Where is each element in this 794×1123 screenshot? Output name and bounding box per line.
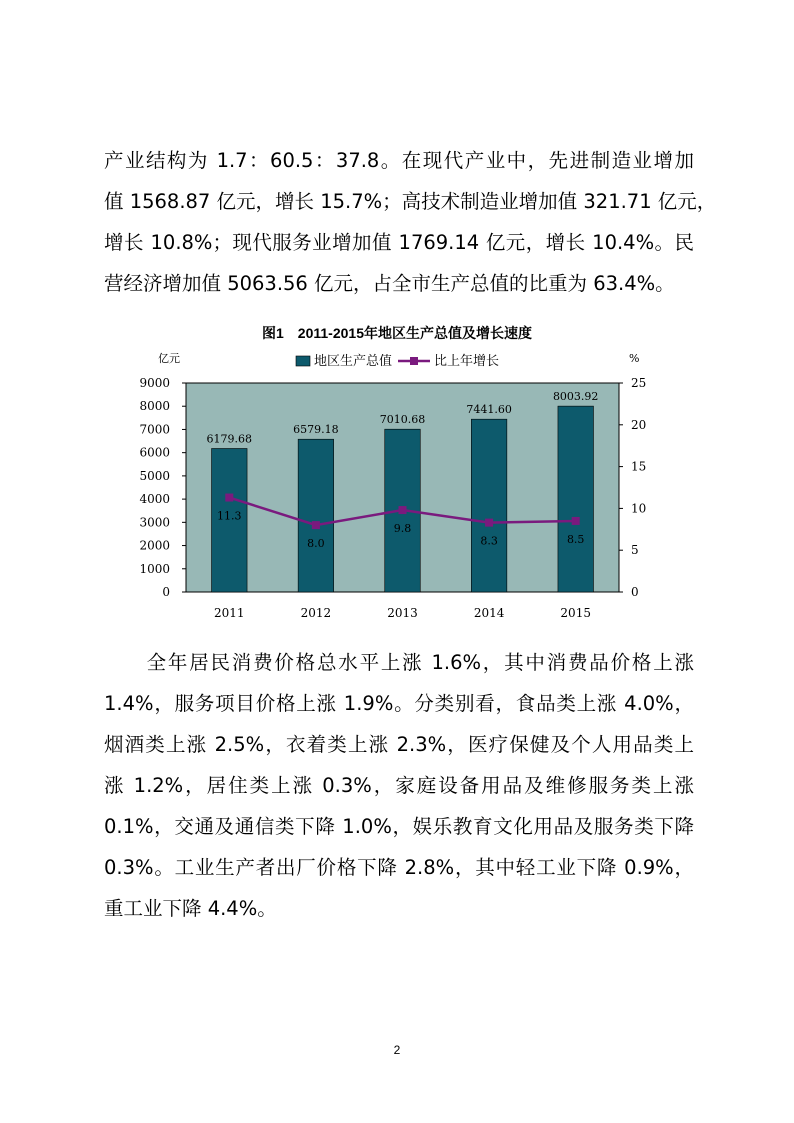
paragraph-line: 增长 10.8%；现代服务业增加值 1769.14 亿元，增长 10.4%。民 (104, 231, 694, 254)
growth-label: 8.0 (307, 537, 325, 551)
paragraph-line: 值 1568.87 亿元，增长 15.7%；高技术制造业增加值 321.71 亿元， (104, 190, 717, 213)
paragraph-line: 0.3%。工业生产者出厂价格下降 2.8%，其中轻工业下降 0.9%， (104, 856, 694, 879)
paragraph-industry-structure (104, 140, 717, 304)
growth-label: 9.8 (393, 522, 412, 536)
figure-title: 图1 2011-2015年地区生产总值及增长速度 (262, 325, 532, 341)
paragraph-line: 全年居民消费价格总水平上涨 1.6%，其中消费品价格上涨 (104, 651, 694, 674)
x-tick-label: 2014 (473, 606, 505, 620)
y-left-tick-label: 9000 (139, 376, 170, 390)
gdp-bar-label: 6579.18 (293, 423, 339, 437)
y-right-tick-label: 25 (631, 376, 647, 390)
y-left-tick-label: 4000 (139, 492, 170, 507)
growth-point (312, 521, 320, 529)
growth-point (225, 494, 233, 502)
legend-line-label: 比上年增长 (434, 354, 500, 369)
y-right-tick-label: 10 (631, 501, 647, 516)
paragraph-line: 0.1%，交通及通信类下降 1.0%，娱乐教育文化用品及服务类下降 (104, 815, 694, 838)
y-left-tick-label: 2000 (139, 538, 170, 553)
gdp-chart-svg (130, 348, 670, 628)
gdp-chart (130, 348, 670, 628)
gdp-bar (558, 406, 594, 592)
gdp-bar-label: 7441.60 (466, 403, 512, 417)
y-left-unit: 亿元 (158, 352, 180, 365)
y-right-tick-label: 5 (631, 543, 639, 558)
growth-point (399, 506, 407, 514)
y-left-tick-label: 5000 (139, 468, 170, 483)
y-left-tick-label: 6000 (139, 445, 170, 460)
paragraph-line: 烟酒类上涨 2.5%，衣着类上涨 2.3%，医疗保健及个人用品类上 (104, 733, 694, 756)
y-right-tick-label: 15 (631, 459, 647, 474)
y-right-unit: % (629, 352, 640, 365)
gdp-bar-label: 8003.92 (552, 390, 599, 404)
paragraph-line: 涨 1.2%，居住类上涨 0.3%，家庭设备用品及维修服务类上涨 (104, 774, 694, 797)
y-left-tick-label: 7000 (139, 422, 170, 437)
x-tick-label: 2015 (560, 606, 591, 620)
paragraph-line: 重工业下降 4.4%。 (104, 897, 277, 920)
y-left-tick-label: 0 (162, 585, 170, 599)
legend-bar-label: 地区生产总值 (314, 354, 393, 369)
growth-label: 11.3 (217, 509, 242, 523)
paragraph-line: 营经济增加值 5063.56 亿元，占全市生产总值的比重为 63.4%。 (104, 272, 675, 295)
paragraph-line: 产业结构为 1.7：60.5：37.8。在现代产业中，先进制造业增加 (104, 149, 694, 172)
paragraph-line: 1.4%，服务项目价格上涨 1.9%。分类别看，食品类上涨 4.0%， (104, 692, 694, 715)
gdp-bar-label: 7010.68 (379, 413, 426, 427)
page-number: 2 (393, 1043, 401, 1057)
gdp-bar (298, 439, 334, 592)
growth-point (485, 519, 493, 527)
y-right-tick-label: 20 (631, 417, 647, 432)
y-right-tick-label: 0 (631, 585, 639, 599)
growth-point (572, 517, 580, 525)
x-tick-label: 2012 (300, 606, 332, 620)
x-tick-label: 2013 (387, 606, 418, 620)
paragraph-price-index (104, 642, 694, 929)
growth-label: 8.3 (480, 534, 498, 548)
gdp-bar-label: 6179.68 (206, 432, 253, 446)
y-left-tick-label: 8000 (139, 399, 170, 414)
legend-line-marker (410, 357, 418, 365)
growth-label: 8.5 (566, 532, 585, 546)
gdp-bar (471, 419, 507, 592)
y-left-tick-label: 3000 (139, 515, 170, 530)
legend-bar-swatch (296, 356, 310, 366)
y-left-tick-label: 1000 (139, 561, 170, 576)
x-tick-label: 2011 (214, 606, 245, 620)
